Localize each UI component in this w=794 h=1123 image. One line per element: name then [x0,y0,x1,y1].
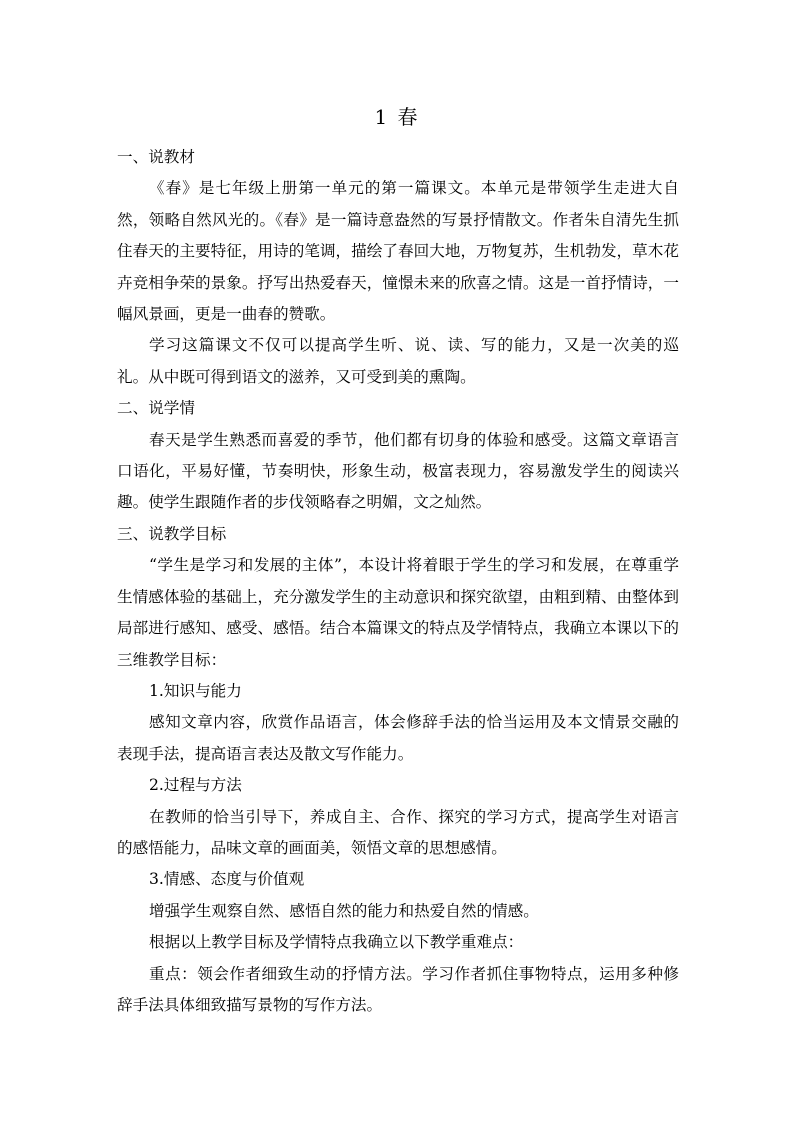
section-heading-students: 二、说学情 [117,399,195,418]
section-heading-goals: 三、说教学目标 [117,524,227,543]
paragraph-emotion: 增强学生观察自然、感悟自然的能力和热爱自然的情感。 [149,901,539,920]
paragraph-students: 春天是学生熟悉而喜爱的季节，他们都有切身的体验和感受。这篇文章语言口语化，平易好懂，节奏明快，形象生动，极富表现力，容易激发学生的阅读兴趣。使学生跟随作者的步伐领略春之明媚，文之灿然。 [117,430,679,512]
paragraph-process: 在教师的恰当引导下，养成自主、合作、探究的学习方式，提高学生对语言的感悟能力，品味文章的画面美，领悟文章的思想感情。 [117,807,679,857]
subheading-process: 2.过程与方法 [149,776,242,795]
document-title: 1 春 [374,105,420,129]
paragraph-textbook-value: 学习这篇课文不仅可以提高学生听、说、读、写的能力，又是一次美的巡礼。从中既可得到语文的滋养，又可受到美的熏陶。 [117,336,679,386]
subheading-emotion: 3.情感、态度与价值观 [149,870,305,889]
document-body [117,142,679,1021]
subheading-knowledge: 1.知识与能力 [149,681,242,700]
paragraph-textbook-intro: 《春》是七年级上册第一单元的第一篇课文。本单元是带领学生走进大自然，领略自然风光的。《春》是一篇诗意盎然的写景抒情散文。作者朱自清先生抓住春天的主要特征，用诗的笔调，描绘了春回大地，万物复苏，生机勃发，草木花卉竞相争荣的景象。抒写出热爱春天，憧憬未来的欣喜之情。这是一首抒情诗，一幅风景画，更是一曲春的赞歌。 [117,179,679,324]
paragraph-key-points: 重点：领会作者细致生动的抒情方法。学习作者抓住事物特点，运用多种修辞手法具体细致描写景物的写作方法。 [117,964,679,1014]
section-heading-textbook: 一、说教材 [117,148,195,166]
paragraph-key-points-intro: 根据以上教学目标及学情特点我确立以下教学重难点： [149,933,524,952]
paragraph-goals-intro: “学生是学习和发展的主体”，本设计将着眼于学生的学习和发展，在尊重学生情感体验的基础上，充分激发学生的主动意识和探究欲望，由粗到精、由整体到局部进行感知、感受、感悟。结合本篇课文的特点及学情特点，我确立本课以下的三维教学目标： [117,556,679,669]
paragraph-knowledge: 感知文章内容，欣赏作品语言，体会修辞手法的恰当运用及本文情景交融的表现手法，提高语言表达及散文写作能力。 [117,713,679,763]
